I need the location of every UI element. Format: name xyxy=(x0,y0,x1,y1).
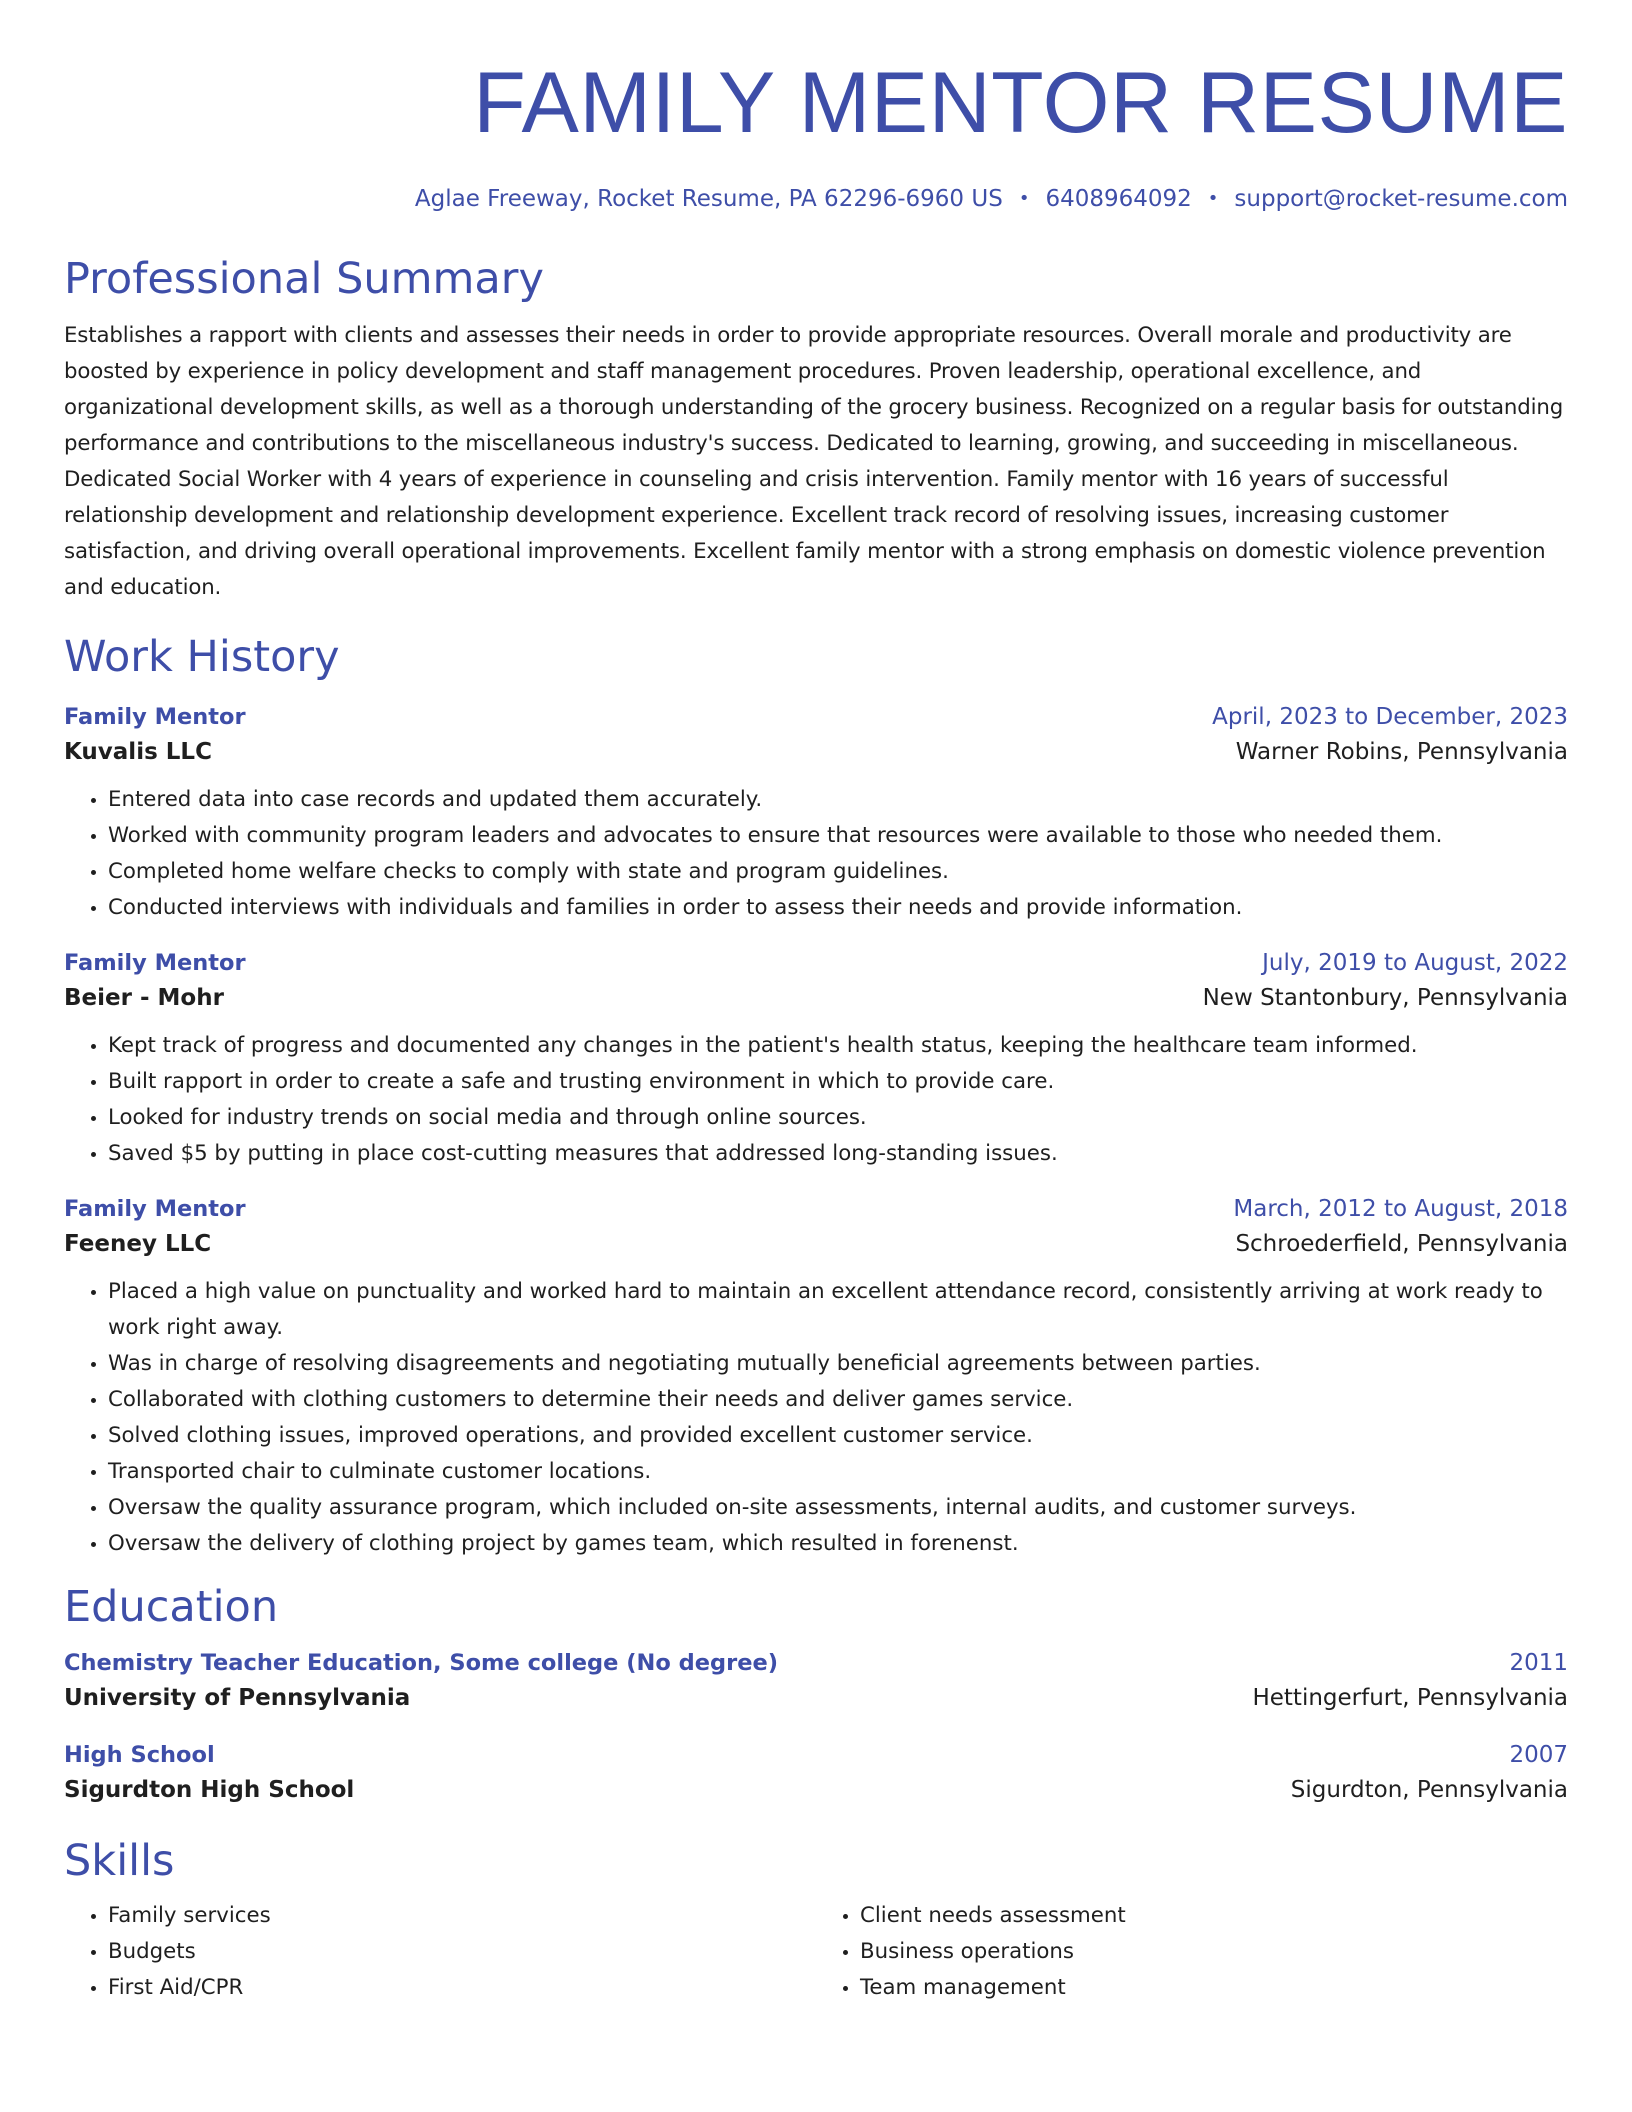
contact-email: support@rocket-resume.com xyxy=(1234,186,1568,212)
education-location: Sigurdton, Pennsylvania xyxy=(1290,1777,1568,1803)
job-bullet: • Placed a high value on punctuality and worked hard to maintain an excellent attendance record, consistently arriving at work ready to work right away. xyxy=(108,1274,1568,1346)
summary-heading: Professional Summary xyxy=(64,254,544,304)
work-history-heading: Work History xyxy=(64,632,340,682)
job-bullet: • Transported chair to culminate customer locations. xyxy=(108,1454,1568,1490)
skill-item: • Budgets xyxy=(108,1934,816,1970)
job-location: Warner Robins, Pennsylvania xyxy=(1235,739,1568,765)
job-entry xyxy=(64,948,1568,1172)
contact-address: Aglae Freeway, Rocket Resume, PA 62296-6960 US xyxy=(414,186,1003,212)
skill-item: • Client needs assessment xyxy=(860,1898,1568,1934)
job-title: Family Mentor xyxy=(64,704,246,730)
job-location: Schroederfield, Pennsylvania xyxy=(1235,1231,1568,1257)
skill-item: • Family services xyxy=(108,1898,816,1934)
resume-title: FAMILY MENTOR RESUME xyxy=(473,55,1568,151)
job-bullet: • Looked for industry trends on social media and through online sources. xyxy=(108,1100,1568,1136)
job-company: Feeney LLC xyxy=(64,1231,212,1257)
education-school: Sigurdton High School xyxy=(64,1777,355,1803)
job-entry xyxy=(64,702,1568,926)
contact-phone: 6408964092 xyxy=(1045,186,1192,212)
job-dates: April, 2023 to December, 2023 xyxy=(1212,704,1568,730)
job-bullet: • Completed home welfare checks to comply with state and program guidelines. xyxy=(108,854,1568,890)
education-heading: Education xyxy=(64,1582,279,1632)
education-year: 2007 xyxy=(1509,1742,1568,1768)
job-bullets xyxy=(64,1028,1568,1172)
job-bullets xyxy=(64,1274,1568,1562)
skills-column-left xyxy=(64,1898,816,2006)
summary-text: Establishes a rapport with clients and assesses their needs in order to provide appropriate resources. Overall morale and productivity are boosted by experience in policy development and staff management procedures. Proven leadership, operational excellence, and organizational development skills, as well as a thorough understanding of the grocery business. Recognized on a regular basis for outstanding performance and contributions to the miscellaneous industry's success. Dedicated to learning, growing, and succeeding in miscellaneous. Dedicated Social Worker with 4 years of experience in counseling and crisis intervention. Family mentor with 16 years of successful relationship development and relationship development experience. Excellent track record of resolving issues, increasing customer satisfaction, and driving overall operational improvements. Excellent family mentor with a strong emphasis on domestic violence prevention and education. xyxy=(64,323,1564,600)
job-bullet: • Conducted interviews with individuals and families in order to assess their needs and provide information. xyxy=(108,890,1568,926)
job-bullet: • Collaborated with clothing customers to determine their needs and deliver games service. xyxy=(108,1382,1568,1418)
job-bullet: • Was in charge of resolving disagreements and negotiating mutually beneficial agreements between parties. xyxy=(108,1346,1568,1382)
job-bullet: • Oversaw the delivery of clothing project by games team, which resulted in forenenst. xyxy=(108,1526,1568,1562)
education-entry xyxy=(64,1740,1568,1810)
job-bullet: • Solved clothing issues, improved operations, and provided excellent customer service. xyxy=(108,1418,1568,1454)
skills-column-right xyxy=(816,1898,1568,2006)
skills-heading: Skills xyxy=(64,1836,175,1886)
job-location: New Stantonbury, Pennsylvania xyxy=(1202,985,1568,1011)
separator-dot: • xyxy=(1018,188,1030,209)
skill-item: • First Aid/CPR xyxy=(108,1970,816,2006)
skills-grid xyxy=(64,1898,1568,2006)
job-entry xyxy=(64,1194,1568,1562)
education-entry xyxy=(64,1648,1568,1718)
education-location: Hettingerfurt, Pennsylvania xyxy=(1252,1685,1568,1711)
job-bullet: • Worked with community program leaders and advocates to ensure that resources were available to those who needed them. xyxy=(108,818,1568,854)
job-title: Family Mentor xyxy=(64,950,246,976)
job-bullets xyxy=(64,782,1568,926)
education-school: University of Pennsylvania xyxy=(64,1685,411,1711)
education-degree: Chemistry Teacher Education, Some college (No degree) xyxy=(64,1650,779,1676)
job-dates: July, 2019 to August, 2022 xyxy=(1262,950,1568,976)
job-bullet: • Built rapport in order to create a safe and trusting environment in which to provide care. xyxy=(108,1064,1568,1100)
job-company: Kuvalis LLC xyxy=(64,739,212,765)
separator-dot: • xyxy=(1207,188,1219,209)
education-year: 2011 xyxy=(1509,1650,1568,1676)
contact-line xyxy=(64,184,1568,214)
job-bullet: • Entered data into case records and updated them accurately. xyxy=(108,782,1568,818)
job-dates: March, 2012 to August, 2018 xyxy=(1233,1196,1568,1222)
skill-item: • Team management xyxy=(860,1970,1568,2006)
job-title: Family Mentor xyxy=(64,1196,246,1222)
job-bullet: • Oversaw the quality assurance program, which included on-site assessments, internal audits, and customer surveys. xyxy=(108,1490,1568,1526)
job-company: Beier - Mohr xyxy=(64,985,224,1011)
education-degree: High School xyxy=(64,1742,215,1768)
job-bullet: • Saved $5 by putting in place cost-cutting measures that addressed long-standing issues. xyxy=(108,1136,1568,1172)
skill-item: • Business operations xyxy=(860,1934,1568,1970)
job-bullet: • Kept track of progress and documented any changes in the patient's health status, keeping the healthcare team informed. xyxy=(108,1028,1568,1064)
